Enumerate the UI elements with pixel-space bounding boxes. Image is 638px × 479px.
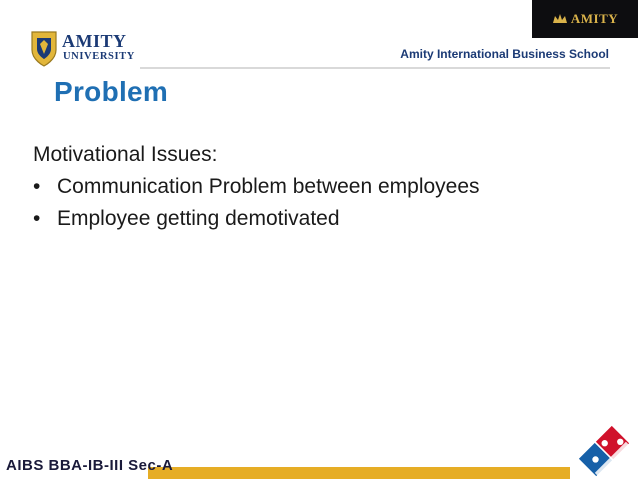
corner-logo-text: AMITY <box>570 11 619 26</box>
footer-label: AIBS BBA-IB-III Sec-A <box>6 457 174 474</box>
slide-title: Problem <box>54 76 169 107</box>
bullet-text: Employee getting demotivated <box>57 207 340 230</box>
bullet-icon: • <box>33 175 41 198</box>
amity-crest-icon <box>552 13 568 25</box>
bullet-item <box>33 203 613 235</box>
footer-bar <box>148 467 570 479</box>
school-name: Amity International Business School <box>400 47 609 61</box>
bullet-item <box>33 171 613 203</box>
dominos-pizza-logo-icon <box>572 424 636 478</box>
body-heading: Motivational Issues: <box>33 143 218 166</box>
bullet-text: Communication Problem between employees <box>57 175 480 198</box>
header-divider <box>140 67 610 69</box>
university-logo-line2: UNIVERSITY <box>63 51 135 62</box>
amity-corner-logo <box>532 0 638 38</box>
university-crest-icon <box>30 30 58 68</box>
bullet-icon: • <box>33 207 41 230</box>
slide-body <box>33 139 613 235</box>
university-logo-line1: AMITY <box>62 31 127 51</box>
bullet-list <box>33 171 613 235</box>
amity-university-logo <box>30 30 142 72</box>
